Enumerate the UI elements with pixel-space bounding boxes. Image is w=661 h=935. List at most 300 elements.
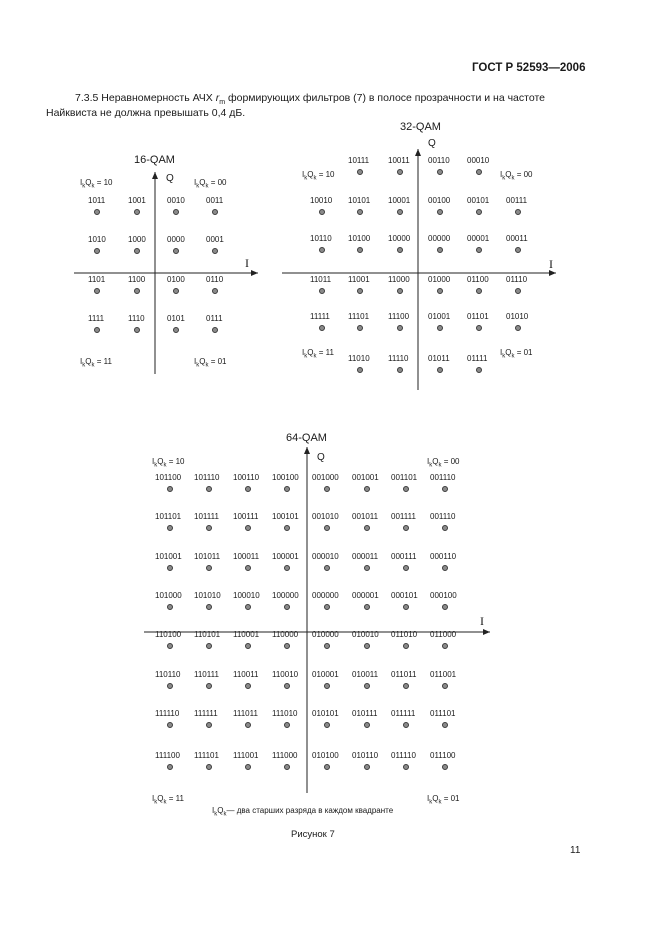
qam64-point-label: 010111 (352, 709, 378, 718)
qam64-point-marker (403, 565, 409, 571)
page-number: 11 (570, 845, 581, 856)
quad-var-sub: k (502, 353, 506, 360)
qam32-point-label: 00010 (467, 156, 490, 165)
qam32-point-marker (397, 325, 403, 331)
qam32-point-marker (437, 325, 443, 331)
qam32-point-marker (357, 325, 363, 331)
quad-var2-sub: k (511, 353, 515, 360)
quad-var2: Q (432, 794, 439, 803)
quad-var2-sub: k (511, 175, 515, 182)
qam64-point-marker (442, 604, 448, 610)
qam64-point-marker (167, 764, 173, 770)
qam64-point-label: 100001 (272, 552, 299, 561)
qam64-point-marker (206, 643, 212, 649)
qam16-point-marker (94, 248, 100, 254)
qam64-point-marker (245, 643, 251, 649)
qam16-point-marker (94, 209, 100, 215)
qam64-point-marker (442, 565, 448, 571)
qam32-point-marker (397, 247, 403, 253)
qam16-point-label: 0100 (167, 275, 185, 284)
figure-note (212, 806, 393, 818)
qam64-point-label: 110001 (233, 630, 260, 639)
qam32-point-marker (476, 325, 482, 331)
qam16-point-label: 1110 (128, 314, 145, 323)
qam16-point-label: 1101 (88, 275, 106, 284)
qam64-point-marker (284, 604, 290, 610)
qam64-point-marker (245, 565, 251, 571)
qam64-point-label: 001101 (391, 473, 418, 482)
quad-var: I (152, 457, 155, 466)
qam32-quadrant-10 (302, 170, 335, 182)
quad-var: I (427, 457, 430, 466)
qam32-point-marker (515, 288, 521, 294)
qam32-point-marker (357, 367, 363, 373)
quad-var: I (500, 170, 503, 179)
qam16-point-marker (212, 288, 218, 294)
quad-value: = 11 (96, 357, 112, 366)
qam64-point-marker (324, 683, 330, 689)
qam32-point-marker (476, 169, 482, 175)
qam32-point-label: 00001 (467, 234, 490, 243)
qam64-point-marker (284, 764, 290, 770)
qam16-point-marker (173, 327, 179, 333)
qam64-point-label: 000011 (352, 552, 379, 561)
qam32-point-label: 10111 (348, 156, 370, 165)
quad-var2: Q (157, 794, 164, 803)
qam16-point-marker (134, 288, 140, 294)
qam64-point-label: 111011 (233, 709, 258, 718)
qam64-point-label: 000110 (430, 552, 457, 561)
qam32-point-marker (319, 325, 325, 331)
quad-var2-sub: k (91, 183, 95, 190)
qam64-point-marker (442, 486, 448, 492)
quad-var: I (80, 178, 83, 187)
qam64-quadrant-00 (427, 457, 460, 469)
qam64-point-marker (403, 486, 409, 492)
qam64-point-label: 111110 (155, 709, 180, 718)
qam32-point-label: 10010 (310, 196, 333, 205)
qam32-point-marker (397, 367, 403, 373)
qam64-point-marker (245, 525, 251, 531)
qam64-point-marker (403, 683, 409, 689)
qam16-point-label: 0011 (206, 196, 224, 205)
paragraph-variable-sub: m (219, 99, 226, 107)
qam32-point-label: 11100 (388, 312, 410, 321)
qam32-point-label: 00000 (428, 234, 451, 243)
qam16-i-label: I (245, 256, 249, 270)
qam16-point-marker (134, 209, 140, 215)
quad-var2-sub: k (163, 462, 167, 469)
qam64-point-label: 010011 (352, 670, 379, 679)
qam64-point-label: 100111 (233, 512, 259, 521)
qam32-point-label: 01000 (428, 275, 451, 284)
qam64-point-label: 011000 (430, 630, 457, 639)
qam64-point-label: 010001 (312, 670, 339, 679)
quad-var: I (152, 794, 155, 803)
qam16-point-marker (173, 288, 179, 294)
qam64-point-label: 011111 (391, 709, 416, 718)
qam32-point-marker (357, 288, 363, 294)
paragraph-text-after: формирующих фильтров (7) в полосе прозрачности и на частоте (227, 92, 545, 104)
qam64-point-marker (167, 643, 173, 649)
quad-var-sub: k (196, 362, 200, 369)
quad-var2-sub: k (313, 353, 317, 360)
qam64-point-label: 101011 (194, 552, 221, 561)
qam32-point-label: 11011 (310, 275, 332, 284)
qam64-point-label: 111111 (194, 709, 218, 718)
qam64-point-marker (442, 643, 448, 649)
quad-var2: Q (85, 178, 92, 187)
qam64-point-label: 001110 (430, 473, 456, 482)
qam16-point-label: 1011 (88, 196, 106, 205)
quad-var2-sub: k (205, 362, 209, 369)
qam16-q-label: Q (166, 173, 174, 184)
qam32-point-marker (357, 247, 363, 253)
qam64-point-marker (245, 722, 251, 728)
qam64-point-label: 110110 (155, 670, 181, 679)
qam64-quadrant-10 (152, 457, 185, 469)
qam16-quadrant-00 (194, 178, 227, 190)
quad-var-sub: k (154, 799, 158, 806)
quad-var2-sub: k (91, 362, 95, 369)
qam64-point-marker (284, 486, 290, 492)
qam64-point-label: 110010 (272, 670, 299, 679)
qam64-point-label: 011011 (391, 670, 417, 679)
quad-var2: Q (505, 348, 512, 357)
paragraph-number: 7.3.5 (75, 92, 99, 104)
qam64-point-label: 001110 (430, 512, 456, 521)
qam16-point-label: 0110 (206, 275, 224, 284)
qam16-point-marker (212, 209, 218, 215)
quad-var: I (194, 178, 197, 187)
qam64-point-label: 001111 (391, 512, 416, 521)
qam64-point-label: 010101 (312, 709, 339, 718)
qam16-point-label: 0001 (206, 235, 224, 244)
qam64-point-marker (364, 604, 370, 610)
qam32-point-marker (319, 209, 325, 215)
qam64-point-label: 111100 (155, 751, 180, 760)
qam64-point-marker (167, 604, 173, 610)
qam64-point-label: 000001 (352, 591, 379, 600)
qam64-point-marker (364, 565, 370, 571)
qam64-point-label: 010000 (312, 630, 339, 639)
qam64-point-marker (245, 604, 251, 610)
qam64-point-label: 111000 (272, 751, 298, 760)
qam16-point-marker (173, 209, 179, 215)
figure-caption: Рисунок 7 (291, 829, 335, 840)
qam32-point-marker (437, 247, 443, 253)
qam64-point-marker (167, 486, 173, 492)
qam64-point-marker (364, 643, 370, 649)
quad-value: = 01 (210, 357, 227, 366)
qam32-point-marker (397, 169, 403, 175)
qam16-point-marker (173, 248, 179, 254)
qam32-point-marker (397, 209, 403, 215)
quad-var2-sub: k (205, 183, 209, 190)
qam64-point-marker (206, 565, 212, 571)
qam64-point-marker (403, 764, 409, 770)
qam64-point-label: 101000 (155, 591, 182, 600)
qam64-point-marker (167, 525, 173, 531)
quad-var2: Q (307, 348, 314, 357)
qam64-point-label: 011100 (430, 751, 456, 760)
qam64-point-marker (324, 565, 330, 571)
qam32-q-label: Q (428, 138, 436, 149)
qam64-point-label: 000111 (391, 552, 417, 561)
qam64-point-label: 110100 (155, 630, 182, 639)
qam64-point-marker (206, 604, 212, 610)
qam32-point-label: 10001 (388, 196, 411, 205)
qam16-point-marker (134, 248, 140, 254)
qam64-point-marker (245, 683, 251, 689)
quad-var-sub: k (154, 462, 158, 469)
qam16-point-label: 1100 (128, 275, 146, 284)
quad-var-sub: k (429, 462, 433, 469)
qam32-i-label: I (549, 257, 553, 271)
quad-var: I (80, 357, 83, 366)
qam64-point-label: 110011 (233, 670, 259, 679)
quad-var: I (302, 348, 305, 357)
qam64-point-marker (245, 486, 251, 492)
qam64-point-marker (324, 722, 330, 728)
qam64-point-marker (206, 764, 212, 770)
qam64-point-label: 011001 (430, 670, 457, 679)
qam64-point-marker (206, 486, 212, 492)
qam32-point-marker (437, 169, 443, 175)
qam16-quadrant-01 (194, 357, 227, 369)
qam32-point-label: 00100 (428, 196, 451, 205)
quad-var2-sub: k (438, 462, 442, 469)
note-var-sub: k (214, 811, 218, 818)
quad-var-sub: k (82, 362, 86, 369)
quad-var2: Q (85, 357, 92, 366)
qam32-point-label: 00011 (506, 234, 528, 243)
quad-var-sub: k (429, 799, 433, 806)
qam64-quadrant-01 (427, 794, 460, 806)
qam32-point-label: 10000 (388, 234, 411, 243)
paragraph-variable: r (215, 92, 220, 104)
qam32-point-marker (319, 288, 325, 294)
qam64-quadrant-11 (152, 794, 184, 806)
qam64-point-marker (284, 722, 290, 728)
qam64-point-marker (284, 683, 290, 689)
qam64-point-marker (364, 764, 370, 770)
quad-value: = 00 (516, 170, 533, 179)
qam64-point-marker (324, 604, 330, 610)
qam16-point-marker (94, 288, 100, 294)
qam32-point-label: 11010 (348, 354, 370, 363)
note-var2-sub: k (223, 811, 227, 818)
qam32-point-label: 01011 (428, 354, 450, 363)
note-text: — два старших разряда в каждом квадранте (226, 806, 394, 815)
qam32-point-marker (476, 209, 482, 215)
quad-var-sub: k (304, 353, 308, 360)
paragraph-line-2: Найквиста не должна превышать 0,4 дБ. (46, 107, 246, 119)
qam32-point-label: 00111 (506, 196, 528, 205)
qam32-point-marker (397, 288, 403, 294)
quad-var2-sub: k (163, 799, 167, 806)
quad-var2-sub: k (313, 175, 317, 182)
qam64-point-marker (442, 764, 448, 770)
qam64-point-label: 110000 (272, 630, 299, 639)
qam64-point-label: 101100 (155, 473, 182, 482)
qam16-point-label: 0010 (167, 196, 185, 205)
qam32-point-label: 01100 (467, 275, 489, 284)
qam32-point-label: 11101 (348, 312, 370, 321)
qam64-title: 64-QAM (286, 432, 327, 444)
qam32-quadrant-00 (500, 170, 533, 182)
quad-var-sub: k (82, 183, 86, 190)
quad-value: = 00 (443, 457, 460, 466)
qam32-point-marker (515, 247, 521, 253)
qam64-point-marker (284, 525, 290, 531)
qam64-point-marker (364, 722, 370, 728)
qam64-point-marker (403, 604, 409, 610)
qam16-point-marker (212, 327, 218, 333)
qam64-point-marker (403, 643, 409, 649)
quad-value: = 01 (516, 348, 533, 357)
qam64-point-label: 110101 (194, 630, 221, 639)
qam64-point-marker (324, 486, 330, 492)
quad-var-sub: k (196, 183, 200, 190)
qam64-q-label: Q (317, 452, 325, 463)
qam32-point-marker (437, 209, 443, 215)
qam64-point-label: 001010 (312, 512, 339, 521)
quad-var2: Q (157, 457, 164, 466)
quad-value: = 00 (210, 178, 227, 187)
quad-value: = 10 (96, 178, 113, 187)
qam16-point-marker (134, 327, 140, 333)
qam16-title: 16-QAM (134, 154, 175, 166)
document-header: ГОСТ Р 52593—2006 (472, 62, 586, 74)
quad-var: I (194, 357, 197, 366)
qam64-point-label: 000100 (430, 591, 457, 600)
qam64-point-marker (167, 683, 173, 689)
qam64-point-marker (324, 525, 330, 531)
qam64-point-marker (167, 565, 173, 571)
quad-var2: Q (307, 170, 314, 179)
quad-var: I (302, 170, 305, 179)
qam64-point-label: 010110 (352, 751, 379, 760)
qam16-point-label: 1001 (128, 196, 146, 205)
qam64-point-label: 010100 (312, 751, 339, 760)
qam32-point-label: 01110 (506, 275, 528, 284)
quad-value: = 01 (443, 794, 460, 803)
qam64-point-label: 101010 (194, 591, 221, 600)
qam16-point-label: 1111 (88, 314, 105, 323)
qam32-point-label: 11001 (348, 275, 370, 284)
qam32-point-label: 01001 (428, 312, 451, 321)
qam64-point-marker (324, 643, 330, 649)
qam64-point-label: 001011 (352, 512, 379, 521)
qam64-point-label: 100101 (272, 512, 299, 521)
qam64-point-label: 001000 (312, 473, 339, 482)
qam32-point-label: 10110 (310, 234, 332, 243)
qam64-point-label: 100110 (233, 473, 260, 482)
quad-var2: Q (199, 178, 206, 187)
quad-value: = 11 (318, 348, 334, 357)
qam64-point-marker (403, 722, 409, 728)
qam16-point-label: 0000 (167, 235, 185, 244)
paragraph-text-before: Неравномерность АЧХ (101, 92, 213, 104)
qam64-point-label: 010010 (352, 630, 379, 639)
qam32-point-marker (437, 288, 443, 294)
qam32-point-marker (515, 325, 521, 331)
qam64-point-marker (284, 565, 290, 571)
qam32-point-marker (319, 247, 325, 253)
qam64-point-label: 110111 (194, 670, 219, 679)
quad-value: = 10 (168, 457, 185, 466)
qam64-point-label: 100010 (233, 591, 260, 600)
qam32-point-marker (476, 288, 482, 294)
qam16-point-marker (212, 248, 218, 254)
quad-var-sub: k (304, 175, 308, 182)
qam32-point-label: 11111 (310, 312, 330, 321)
qam64-point-label: 111010 (272, 709, 298, 718)
qam32-point-marker (357, 169, 363, 175)
note-var: I (212, 806, 215, 815)
qam64-point-label: 000101 (391, 591, 418, 600)
note-var2: Q (217, 806, 224, 815)
qam64-point-marker (442, 722, 448, 728)
qam64-point-marker (364, 683, 370, 689)
qam64-point-marker (364, 525, 370, 531)
quad-value: = 11 (168, 794, 184, 803)
quad-var2-sub: k (438, 799, 442, 806)
qam16-point-label: 1000 (128, 235, 146, 244)
qam64-point-label: 101110 (194, 473, 220, 482)
qam16-quadrant-11 (80, 357, 112, 369)
qam32-title: 32-QAM (400, 121, 441, 133)
qam32-point-marker (476, 367, 482, 373)
qam16-point-label: 1010 (88, 235, 106, 244)
qam32-point-marker (357, 209, 363, 215)
qam64-point-marker (206, 722, 212, 728)
qam64-point-label: 111101 (194, 751, 219, 760)
qam64-point-marker (403, 525, 409, 531)
qam64-i-label: I (480, 614, 484, 628)
quad-var: I (500, 348, 503, 357)
quad-var: I (427, 794, 430, 803)
qam64-point-label: 100100 (272, 473, 299, 482)
qam64-point-marker (324, 764, 330, 770)
qam32-point-label: 01111 (467, 354, 488, 363)
qam32-point-label: 11000 (388, 275, 410, 284)
qam64-point-marker (245, 764, 251, 770)
qam64-point-marker (442, 683, 448, 689)
qam32-quadrant-01 (500, 348, 533, 360)
qam16-point-marker (94, 327, 100, 333)
qam64-point-marker (364, 486, 370, 492)
qam16-quadrant-10 (80, 178, 113, 190)
qam64-point-marker (442, 525, 448, 531)
qam32-quadrant-11 (302, 348, 334, 360)
quad-value: = 10 (318, 170, 335, 179)
quad-var2: Q (199, 357, 206, 366)
qam64-point-marker (206, 683, 212, 689)
qam32-point-label: 10011 (388, 156, 410, 165)
qam32-point-label: 10100 (348, 234, 371, 243)
qam64-point-marker (206, 525, 212, 531)
qam32-point-label: 00101 (467, 196, 490, 205)
qam32-point-marker (515, 209, 521, 215)
qam64-point-label: 101111 (194, 512, 219, 521)
qam32-point-label: 01101 (467, 312, 489, 321)
qam32-point-label: 11110 (388, 354, 409, 363)
qam64-point-marker (167, 722, 173, 728)
qam16-point-label: 0101 (167, 314, 185, 323)
quad-var2: Q (432, 457, 439, 466)
